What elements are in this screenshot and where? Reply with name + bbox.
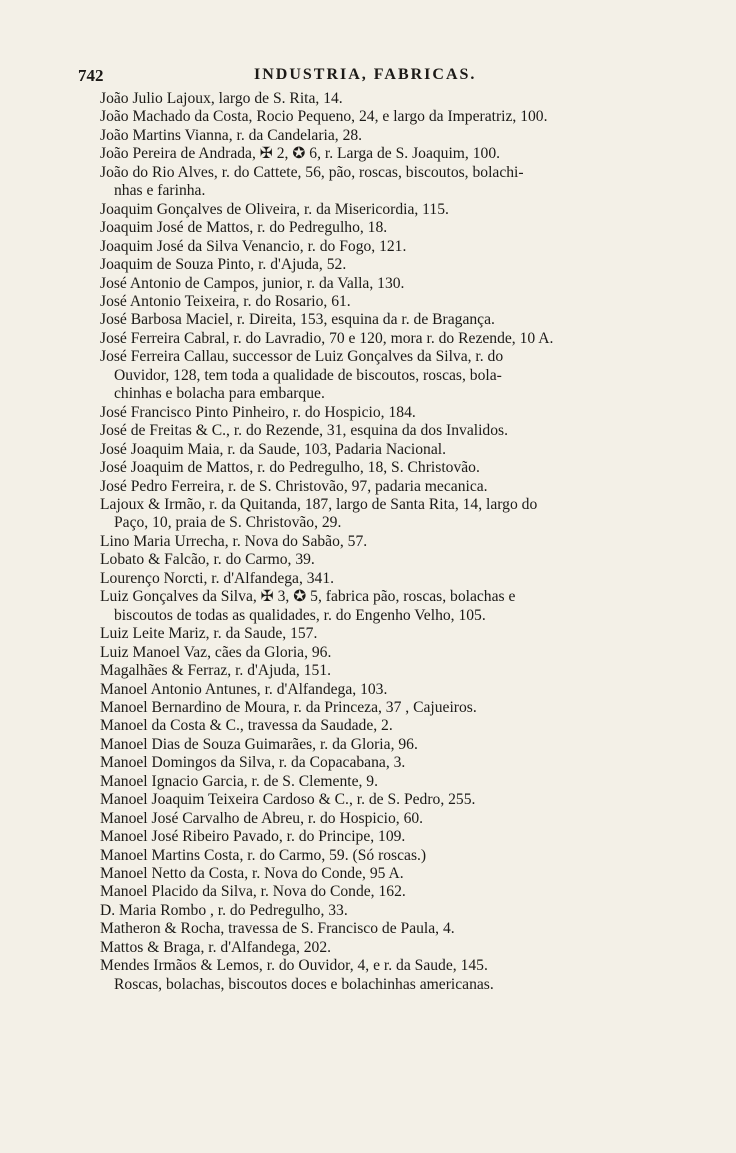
directory-entry [86,108,671,126]
directory-entry [86,311,671,329]
directory-entry [86,496,671,533]
entry-continuation-line: Paço, 10, praia de S. Christovão, 29. [114,514,342,532]
directory-entry [86,883,671,901]
entry-line: Lino Maria Urrecha, r. Nova do Sabão, 57. [100,532,368,550]
entry-line: José Joaquim Maia, r. da Saude, 103, Padaria Nacional. [100,440,447,458]
entry-line: Manoel Dias de Souza Guimarães, r. da Gloria, 96. [100,735,418,753]
directory-entry [86,754,671,772]
entry-continuation-line: Roscas, bolachas, biscoutos doces e bolachinhas americanas. [114,975,494,993]
directory-entry [86,238,671,256]
entry-line: Lourenço Norcti, r. d'Alfandega, 341. [100,569,335,587]
entry-line: Joaquim José de Mattos, r. do Pedregulho, 18. [100,219,388,237]
directory-entry [86,478,671,496]
entry-line: José Ferreira Cabral, r. do Lavradio, 70 e 120, mora r. do Rezende, 10 A. [100,329,554,347]
directory-entry [86,256,671,274]
entry-line: Magalhães & Ferraz, r. d'Ajuda, 151. [100,662,332,680]
entry-line: José Antonio Teixeira, r. do Rosario, 61. [100,292,351,310]
entry-line: Manoel Netto da Costa, r. Nova do Conde, 95 A. [100,865,404,883]
entry-line: Luiz Gonçalves da Silva, ✠ 3, ✪ 5, fabrica pão, roscas, bolachas e [100,588,516,606]
entry-line: Mattos & Braga, r. d'Alfandega, 202. [100,938,332,956]
entry-line: José Francisco Pinto Pinheiro, r. do Hospicio, 184. [100,403,416,421]
directory-entry [86,348,671,403]
entry-line: João Pereira de Andrada, ✠ 2, ✪ 6, r. Larga de S. Joaquim, 100. [100,145,501,163]
directory-entry [86,588,671,625]
entry-line: Luiz Leite Mariz, r. da Saude, 157. [100,625,318,643]
directory-entry [86,717,671,735]
entry-line: Joaquim de Souza Pinto, r. d'Ajuda, 52. [100,256,347,274]
entry-continuation-line: nhas e farinha. [114,182,206,200]
entry-line: João Martins Vianna, r. da Candelaria, 28. [100,126,363,144]
entry-line: Joaquim Gonçalves de Oliveira, r. da Misericordia, 115. [100,200,449,218]
page-header [78,66,638,88]
entry-continuation-line: biscoutos de todas as qualidades, r. do Engenho Velho, 105. [114,606,486,624]
page-number: 742 [78,66,104,85]
entry-line: José Pedro Ferreira, r. de S. Christovão, 97, padaria mecanica. [100,477,488,495]
directory-entry [86,330,671,348]
directory-entry [86,957,671,994]
directory-entry [86,127,671,145]
directory-entry [86,90,671,108]
directory-entry [86,791,671,809]
directory-entry [86,293,671,311]
entry-line: José Ferreira Callau, successor de Luiz Gonçalves da Silva, r. do [100,348,504,366]
entry-line: Manoel Joaquim Teixeira Cardoso & C., r. de S. Pedro, 255. [100,791,476,809]
directory-entry [86,644,671,662]
directory-entry [86,219,671,237]
directory-entry [86,459,671,477]
directory-entry [86,939,671,957]
entry-line: João Machado da Costa, Rocio Pequeno, 24, e largo da Imperatriz, 100. [100,108,548,126]
entry-line: Manoel da Costa & C., travessa da Saudade, 2. [100,717,393,735]
directory-entry [86,847,671,865]
entry-line: Lajoux & Irmão, r. da Quitanda, 187, largo de Santa Rita, 14, largo do [100,495,538,513]
entry-line: Manoel Martins Costa, r. do Carmo, 59. (Só roscas.) [100,846,427,864]
directory-entry [86,810,671,828]
directory-entry [86,662,671,680]
entry-line: Manoel José Ribeiro Pavado, r. do Principe, 109. [100,828,406,846]
entry-line: João do Rio Alves, r. do Cattete, 56, pão, roscas, biscoutos, bolachi- [100,163,524,181]
directory-entry [86,145,671,163]
directory-entry [86,533,671,551]
entry-line: Luiz Manoel Vaz, cães da Gloria, 96. [100,643,332,661]
directory-entry [86,551,671,569]
entry-list [86,90,671,994]
entry-continuation-line: chinhas e bolacha para embarque. [114,385,325,403]
directory-entry [86,902,671,920]
entry-line: Mendes Irmãos & Lemos, r. do Ouvidor, 4, e r. da Saude, 145. [100,957,488,975]
directory-entry [86,828,671,846]
entry-line: Manoel Antonio Antunes, r. d'Alfandega, 103. [100,680,388,698]
entry-line: José Joaquim de Mattos, r. do Pedregulho, 18, S. Christovão. [100,459,480,477]
entry-line: Matheron & Rocha, travessa de S. Francisco de Paula, 4. [100,920,455,938]
directory-entry [86,201,671,219]
directory-entry [86,275,671,293]
entry-line: Joaquim José da Silva Venancio, r. do Fogo, 121. [100,237,407,255]
directory-entry [86,625,671,643]
entry-line: José de Freitas & C., r. do Rezende, 31, esquina da dos Invalidos. [100,422,508,440]
entry-line: Manoel José Carvalho de Abreu, r. do Hospicio, 60. [100,809,424,827]
entry-line: João Julio Lajoux, largo de S. Rita, 14. [100,90,343,107]
entry-continuation-line: Ouvidor, 128, tem toda a qualidade de biscoutos, roscas, bola- [114,366,502,384]
directory-entry [86,441,671,459]
directory-entry [86,736,671,754]
directory-entry [86,422,671,440]
directory-entry [86,865,671,883]
entry-line: Manoel Bernardino de Moura, r. da Princeza, 37 , Cajueiros. [100,698,477,716]
entry-line: José Barbosa Maciel, r. Direita, 153, esquina da r. de Bragança. [100,311,495,329]
entry-line: Lobato & Falcão, r. do Carmo, 39. [100,551,315,569]
directory-entry [86,773,671,791]
running-title: INDUSTRIA, FABRICAS. [254,66,477,83]
directory-entry [86,681,671,699]
directory-entry [86,699,671,717]
entry-line: Manoel Ignacio Garcia, r. de S. Clemente, 9. [100,772,378,790]
entry-line: Manoel Domingos da Silva, r. da Copacabana, 3. [100,754,406,772]
directory-entry [86,570,671,588]
directory-entry [86,164,671,201]
directory-entry [86,920,671,938]
entry-line: D. Maria Rombo , r. do Pedregulho, 33. [100,901,348,919]
entry-line: Manoel Placido da Silva, r. Nova do Conde, 162. [100,883,406,901]
entry-line: José Antonio de Campos, junior, r. da Valla, 130. [100,274,405,292]
directory-entry [86,404,671,422]
